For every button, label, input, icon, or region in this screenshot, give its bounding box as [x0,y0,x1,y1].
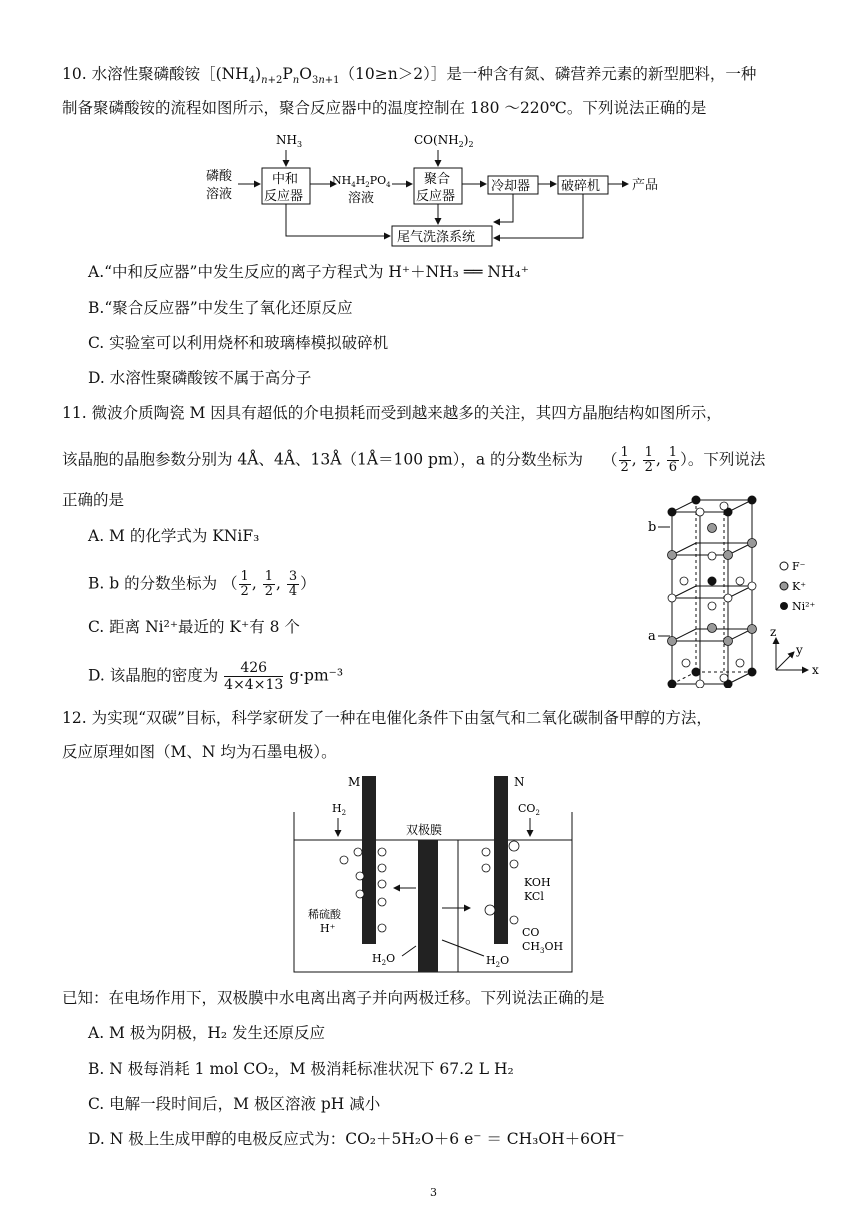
q10-stem-line1: 10. 水溶性聚磷酸铵$[(NH_4)_{n+2}P_nO_{3n+1}(10\ge n>2)]$是一种含有氮、磷营养元素的新型肥料，一种 [62,65,757,87]
legend-ni: Ni²⁺ [792,600,816,613]
svg-text:聚合: 聚合 [424,172,451,187]
q10-option-d: D. 水溶性聚磷酸铵不属于高分子 [88,369,312,387]
q11-option-c: C. 距离 Ni²⁺最近的 K⁺有 8 个 [88,618,300,636]
q10-option-c: C. 实验室可以利用烧杯和玻璃棒模拟破碎机 [88,334,389,352]
svg-text:KCl: KCl [524,890,544,903]
coord-a-x: $\frac{1}{2}$ [620,445,629,475]
q12-option-d: D. N 极上生成甲醇的电极反应式为：CO₂＋5H₂O＋6 e⁻ ＝ CH₃OH＋6OH⁻ [88,1130,625,1148]
label-h2o-right: $H_2O$ [486,954,510,969]
label-co2: $CO_2$ [518,802,540,817]
electrode-n [494,776,508,944]
crystal-label-b: b [648,520,657,535]
legend-k: K⁺ [792,580,807,593]
q12-known: 已知：在电场作用下，双极膜中水电离出离子并向两极迁移。下列说法正确的是 [62,989,605,1007]
axis-z: z [770,625,777,639]
q10-flow-diagram [200,126,680,250]
svg-text:稀硫酸: 稀硫酸 [308,908,341,921]
q12-option-c: C. 电解一段时间后，M 极区溶液 pH 减小 [88,1095,381,1113]
axis-y: y [796,643,803,657]
flow-mid-solution: 溶液 [348,191,375,206]
q12-stem-line1: 12. 为实现“双碳”目标，科学家研发了一种在电催化条件下由氢气和二氧化碳制备甲醇的方法， [62,709,712,727]
q12-electrolysis-figure [290,772,580,977]
flow-nh3: $NH_3$ [276,133,303,149]
svg-text:反应器: 反应器 [416,189,456,204]
svg-text:尾气洗涤系统: 尾气洗涤系统 [397,230,476,245]
axis-x: x [812,663,819,677]
q11-crystal-cell-figure [640,478,830,688]
flow-input-line1: 磷酸 [206,169,233,184]
coord-a-z: $\frac{1}{6}$ [668,445,678,475]
svg-text:CO: CO [522,926,540,939]
bipolar-membrane [418,840,438,972]
flow-mid-formula: $NH_4H_2PO_4$ [332,174,391,189]
flow-urea: $CO(NH_2)_2$ [414,133,474,149]
svg-text:中和: 中和 [272,172,299,187]
label-h2o-left: $H_2O$ [372,952,396,967]
q11-stem-line1: 11. 微波介质陶瓷 M 因具有超低的介电损耗而受到越来越多的关注，其四方晶胞结构如图所示， [62,404,722,422]
q11-option-d: D. 该晶胞的密度为 $\frac{426}{4\times 4\times 13}$ g·pm⁻³ [88,660,344,693]
legend-f: F⁻ [792,560,806,573]
q12-stem-line2: 反应原理如图（M、N 均为石墨电极）。 [62,743,337,761]
label-membrane: 双极膜 [406,823,443,837]
svg-text:KOH: KOH [524,876,551,889]
label-hplus: H⁺ [320,922,336,935]
q10-option-a: A.“中和反应器”中发生反应的离子方程式为 H⁺＋NH₃ ══ NH₄⁺ [88,263,529,281]
crystal-label-a: a [648,629,656,644]
svg-text:M: M [348,775,361,789]
svg-text:N: N [514,775,525,789]
flow-product: 产品 [632,178,659,193]
electrode-m [362,776,376,944]
coord-a-y: $\frac{1}{2}$ [644,445,653,475]
q11-option-b: B. b 的分数坐标为 （ $\frac{1}{2}$ , $\frac{1}{2}$ , $\frac{3}{4}$ ） [88,569,316,599]
label-ch3oh: $CH_3OH$ [522,940,564,955]
q10-option-b: B.“聚合反应器”中发生了氧化还原反应 [88,299,353,317]
label-h2: $H_2$ [332,802,347,817]
flow-input-line2: 溶液 [206,187,233,202]
svg-text:破碎机: 破碎机 [561,179,601,194]
q11-stem-line2: 该晶胞的晶胞参数分别为 4Å、4Å、13Å（1Å＝100 pm），a 的分数坐标为 （ $\frac{1}{2}$ , $\frac{1}{2}$ , $\frac{1}{6}$ ）。下列说法 [62,445,766,475]
q12-option-b: B. N 极每消耗 1 mol CO₂，M 极消耗标准状况下 67.2 L H₂ [88,1060,514,1078]
q11-option-a: A. M 的化学式为 KNiF₃ [88,527,260,545]
q12-option-a: A. M 极为阴极，H₂ 发生还原反应 [88,1024,326,1042]
svg-text:反应器: 反应器 [264,189,304,204]
svg-text:冷却器: 冷却器 [491,179,531,194]
page-number: 3 [430,1186,437,1199]
q11-stem-line3: 正确的是 [62,491,125,509]
q10-stem-line2: 制备聚磷酸铵的流程如图所示，聚合反应器中的温度控制在 180 ～220℃。下列说法正确的是 [62,99,707,117]
